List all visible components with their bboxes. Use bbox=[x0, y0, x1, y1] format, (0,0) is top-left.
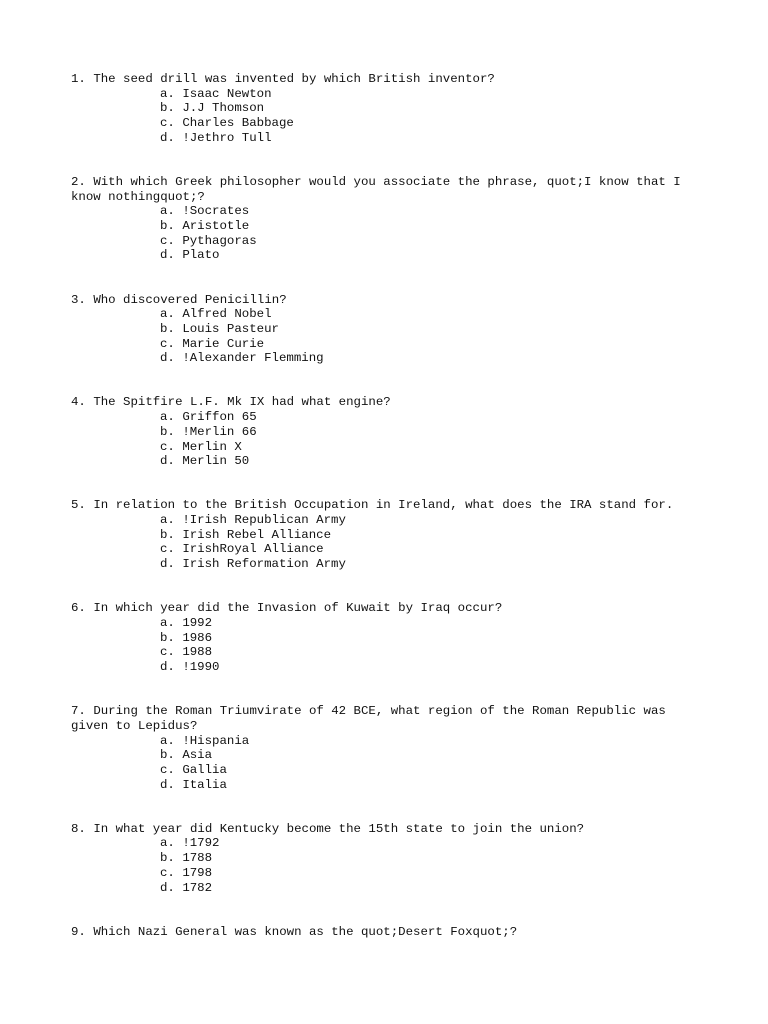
option-text: !Socrates bbox=[182, 204, 250, 219]
option-text: Isaac Newton bbox=[182, 86, 272, 101]
answer-option bbox=[160, 248, 701, 263]
answer-option bbox=[160, 87, 701, 102]
option-letter: a. bbox=[160, 836, 175, 851]
answer-options bbox=[71, 836, 701, 895]
option-text: Griffon 65 bbox=[182, 410, 257, 425]
answer-option bbox=[160, 131, 701, 146]
option-text: !Alexander Flemming bbox=[182, 351, 324, 366]
answer-options bbox=[71, 513, 701, 572]
question-number: 9. bbox=[71, 924, 86, 939]
option-letter: c. bbox=[160, 439, 175, 454]
answer-option bbox=[160, 307, 701, 322]
option-letter: c. bbox=[160, 865, 175, 880]
option-text: Merlin 50 bbox=[182, 454, 250, 469]
option-letter: c. bbox=[160, 233, 175, 248]
option-text: 1798 bbox=[182, 865, 213, 880]
option-text: 1992 bbox=[182, 615, 213, 630]
question-prompt: The seed drill was invented by which British inventor? bbox=[93, 72, 495, 86]
question-prompt: With which Greek philosopher would you associate the phrase, quot;I know that I know nothingquot;? bbox=[71, 174, 689, 204]
option-letter: b. bbox=[160, 851, 175, 866]
option-letter: d. bbox=[160, 660, 175, 675]
option-text: Gallia bbox=[182, 762, 227, 777]
question-text bbox=[71, 175, 701, 204]
answer-option bbox=[160, 101, 701, 116]
option-text: !1990 bbox=[182, 660, 220, 675]
question-prompt: Which Nazi General was known as the quot;Desert Foxquot;? bbox=[93, 924, 518, 939]
answer-options bbox=[71, 734, 701, 793]
option-letter: c. bbox=[160, 336, 175, 351]
question-number: 7. bbox=[71, 704, 86, 719]
answer-option bbox=[160, 866, 701, 881]
question-prompt: In which year did the Invasion of Kuwait by Iraq occur? bbox=[93, 601, 503, 616]
answer-options bbox=[71, 307, 701, 366]
option-text: Marie Curie bbox=[182, 336, 265, 351]
question-number: 5. bbox=[71, 498, 86, 513]
option-letter: a. bbox=[160, 615, 175, 630]
option-letter: b. bbox=[160, 219, 175, 234]
option-letter: a. bbox=[160, 86, 175, 101]
question-text bbox=[71, 72, 701, 87]
answer-option bbox=[160, 881, 701, 896]
option-letter: d. bbox=[160, 777, 175, 792]
option-letter: a. bbox=[160, 733, 175, 748]
question-block bbox=[71, 293, 701, 367]
answer-option bbox=[160, 219, 701, 234]
option-letter: a. bbox=[160, 513, 175, 528]
answer-option bbox=[160, 322, 701, 337]
option-letter: d. bbox=[160, 130, 175, 145]
option-text: !Irish Republican Army bbox=[182, 513, 346, 528]
answer-options bbox=[71, 87, 701, 146]
answer-option bbox=[160, 557, 701, 572]
option-text: Aristotle bbox=[182, 219, 250, 234]
option-text: Plato bbox=[182, 248, 220, 263]
option-letter: b. bbox=[160, 321, 175, 336]
option-text: !Jethro Tull bbox=[182, 130, 272, 145]
question-prompt: During the Roman Triumvirate of 42 BCE, what region of the Roman Republic was given to Lepidus? bbox=[71, 704, 674, 733]
option-letter: c. bbox=[160, 116, 175, 131]
question-text bbox=[71, 293, 701, 308]
question-number: 8. bbox=[71, 821, 86, 836]
answer-option bbox=[160, 631, 701, 646]
option-letter: b. bbox=[160, 101, 175, 116]
answer-option bbox=[160, 778, 701, 793]
option-text: Louis Pasteur bbox=[182, 321, 279, 336]
question-text bbox=[71, 822, 701, 837]
answer-option bbox=[160, 351, 701, 366]
option-letter: b. bbox=[160, 527, 175, 542]
question-block bbox=[71, 704, 701, 792]
option-text: J.J Thomson bbox=[182, 101, 265, 116]
answer-option bbox=[160, 440, 701, 455]
option-letter: b. bbox=[160, 748, 175, 763]
question-number: 4. bbox=[71, 395, 86, 410]
question-block bbox=[71, 601, 701, 675]
question-number: 6. bbox=[71, 601, 86, 616]
option-text: !1792 bbox=[182, 836, 220, 851]
option-text: IrishRoyal Alliance bbox=[182, 542, 324, 557]
answer-option bbox=[160, 851, 701, 866]
question-block bbox=[71, 498, 701, 572]
option-letter: a. bbox=[160, 204, 175, 219]
question-prompt: In relation to the British Occupation in Ireland, what does the IRA stand for. bbox=[93, 498, 674, 513]
option-text: Italia bbox=[182, 777, 227, 792]
question-block bbox=[71, 175, 701, 263]
option-letter: a. bbox=[160, 410, 175, 425]
answer-options bbox=[71, 616, 701, 675]
answer-option bbox=[160, 425, 701, 440]
question-text bbox=[71, 925, 701, 940]
question-number: 2. bbox=[71, 174, 86, 189]
option-text: Pythagoras bbox=[182, 233, 257, 248]
option-letter: d. bbox=[160, 454, 175, 469]
answer-option bbox=[160, 616, 701, 631]
question-text bbox=[71, 704, 701, 733]
option-text: Charles Babbage bbox=[182, 116, 294, 131]
answer-option bbox=[160, 204, 701, 219]
answer-option bbox=[160, 836, 701, 851]
option-text: Irish Rebel Alliance bbox=[182, 527, 332, 542]
question-text bbox=[71, 601, 701, 616]
option-text: 1788 bbox=[182, 851, 213, 866]
answer-option bbox=[160, 116, 701, 131]
option-text: Alfred Nobel bbox=[182, 307, 272, 322]
option-letter: c. bbox=[160, 762, 175, 777]
option-text: Irish Reformation Army bbox=[182, 557, 346, 572]
question-text bbox=[71, 395, 701, 410]
answer-option bbox=[160, 660, 701, 675]
option-letter: d. bbox=[160, 880, 175, 895]
answer-option bbox=[160, 337, 701, 352]
question-number: 1. bbox=[71, 72, 86, 86]
option-letter: b. bbox=[160, 424, 175, 439]
answer-option bbox=[160, 234, 701, 249]
option-text: !Hispania bbox=[182, 733, 250, 748]
question-block bbox=[71, 72, 701, 146]
option-letter: d. bbox=[160, 351, 175, 366]
question-prompt: The Spitfire L.F. Mk IX had what engine? bbox=[93, 395, 391, 410]
answer-option bbox=[160, 748, 701, 763]
quiz-document bbox=[71, 72, 701, 969]
question-text bbox=[71, 498, 701, 513]
answer-option bbox=[160, 528, 701, 543]
answer-option bbox=[160, 763, 701, 778]
answer-option bbox=[160, 410, 701, 425]
answer-option bbox=[160, 734, 701, 749]
answer-options bbox=[71, 204, 701, 263]
option-text: Merlin X bbox=[182, 439, 242, 454]
question-number: 3. bbox=[71, 292, 86, 307]
answer-option bbox=[160, 542, 701, 557]
option-letter: c. bbox=[160, 542, 175, 557]
question-prompt: Who discovered Penicillin? bbox=[93, 292, 287, 307]
answer-option bbox=[160, 513, 701, 528]
option-text: 1986 bbox=[182, 630, 213, 645]
option-letter: b. bbox=[160, 630, 175, 645]
option-letter: a. bbox=[160, 307, 175, 322]
option-text: Asia bbox=[182, 748, 213, 763]
option-text: 1782 bbox=[182, 880, 213, 895]
question-block bbox=[71, 925, 701, 940]
option-letter: c. bbox=[160, 645, 175, 660]
answer-options bbox=[71, 410, 701, 469]
question-block bbox=[71, 822, 701, 896]
question-prompt: In what year did Kentucky become the 15th state to join the union? bbox=[93, 821, 585, 836]
answer-option bbox=[160, 645, 701, 660]
option-letter: d. bbox=[160, 557, 175, 572]
option-letter: d. bbox=[160, 248, 175, 263]
question-block bbox=[71, 395, 701, 469]
answer-option bbox=[160, 454, 701, 469]
option-text: 1988 bbox=[182, 645, 213, 660]
option-text: !Merlin 66 bbox=[182, 424, 257, 439]
